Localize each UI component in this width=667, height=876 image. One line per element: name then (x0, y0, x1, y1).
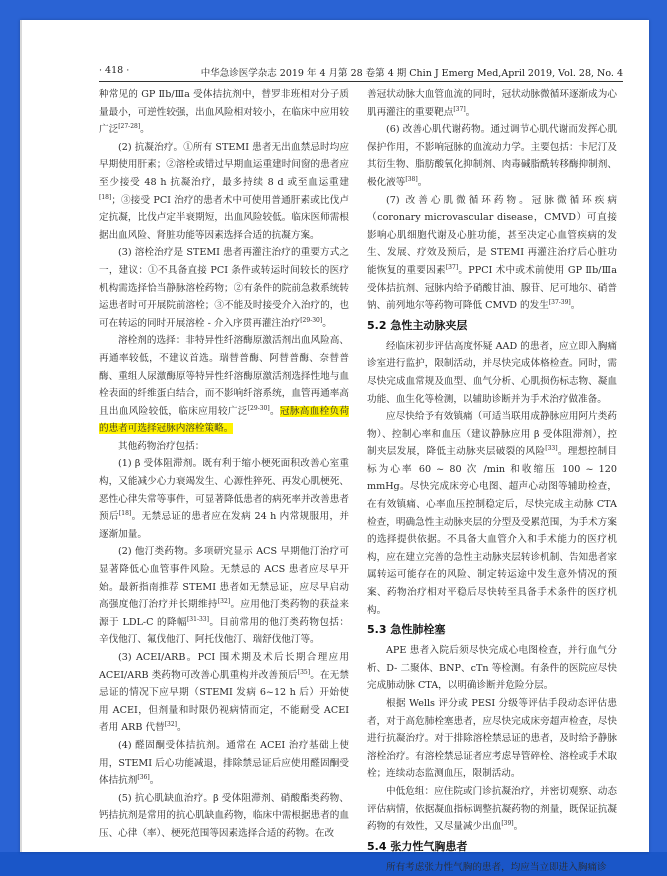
citation-ref: [37] (445, 263, 459, 271)
paragraph-text: 经临床初步评估高度怀疑 AAD 的患者，应立即入胸痛诊室进行监护，限制活动，并尽快完成体格检查。同时，需尽快完成血常规及血型、血气分析、心肌损伤标志物、凝血功能、血生化等检测，以辅助诊断并为手术治疗做准备。 (367, 340, 617, 405)
paragraph-text: (2) 抗凝治疗。①所有 STEMI 患者无出血禁忌时均应早期使用肝素；②溶栓或错过早期血运重建时间窗的患者应至少接受 48 h 抗凝治疗，最多持续 8 d 或至血运重建 (99, 141, 349, 188)
right-paragraph (367, 338, 617, 408)
paragraph-text: 溶栓剂的选择：非特异性纤溶酶原激活剂出血风险高、再通率较低，不建议首选。瑞替普酶、阿替普酶、奈替普酶、重组人尿激酶原等特异性纤溶酶原激活剂选择性地与血栓表面的纤维蛋白结合，而不影响纤溶系统，血管再通率高且出血风险较低，临床应用较广泛 (99, 335, 349, 417)
citation-ref: [37-39] (548, 298, 571, 306)
citation-ref: [18] (99, 193, 112, 201)
paragraph-text: (7) 改善心肌微循环药物。冠脉微循环疾病（coronary microvascular disease，CMVD）可直接影响心肌细胞代谢及心脏功能，甚至决定心血管疾病的发生、发展、疗效及预后，是 STEMI 再灌注治疗后心脏功能恢复的重要因素 (367, 194, 617, 276)
paragraph-text: 。 (140, 124, 150, 136)
paragraph-text: 。 (570, 300, 581, 312)
paragraph-text: 善冠状动脉大血管血流的同时，冠状动脉微循环逐渐成为心肌再灌注的重要靶点 (367, 89, 617, 118)
journal-citation: 中华急诊医学杂志 2019 年 4 月第 28 卷第 4 期 Chin J Emerg Med,April 2019, Vol. 28, No. 4 (200, 68, 623, 79)
paragraph-text: 。 (177, 722, 187, 734)
paragraph-text: 。PPCI 术中或术前使用 GP Ⅱb/Ⅲa 受体拮抗剂、冠脉内给予硝酸甘油、腺苷、尼可地尔、硝普钠、前列地尔等药物可降低 CMVD 的发生 (367, 264, 617, 312)
left-paragraph (99, 332, 349, 438)
paragraph-text: (2) 他汀类药物。多项研究显示 ACS 早期他汀治疗可显著降低心血管事件风险。无禁忌的 ACS 患者应尽早开始。最新指南推荐 STEMI 患者如无禁忌证，应尽早启动高强度他汀治疗并长期维持 (99, 546, 349, 611)
page-number: · 418 · (99, 65, 130, 76)
paragraph-text: 种常见的 GP Ⅱb/Ⅲa 受体拮抗剂中，替罗非班相对分子质量最小，可逆性较强，出血风险相对较小，在临床中应用较广泛 (99, 89, 349, 136)
citation-ref: [32] (217, 598, 231, 606)
right-paragraph (367, 121, 617, 191)
right-paragraph (367, 642, 617, 695)
document-page (20, 20, 649, 873)
section-heading: 5.4 张力性气胸患者 (367, 839, 468, 853)
paragraph-text: (3) 溶栓治疗是 STEMI 患者再灌注治疗的重要方式之一，建议：①不具备直接 PCI 条件或转运时间较长的医疗机构需选择恰当静脉溶栓药物；②有条件的院前急救系统转运患者时可开展院前溶栓；③不能及时接受介入治疗的，也可在转运的同时开展溶栓 - 介入序贯再灌注治疗 (99, 247, 349, 329)
citation-ref: [27-28] (118, 123, 141, 130)
paragraph-text: 。 (465, 106, 476, 118)
left-column (99, 86, 349, 843)
paragraph-text: ；③接受 PCI 治疗的患者术中可使用普通肝素或比伐卢定抗凝，比伐卢定半衰期短，出血风险较低。临床医师需根据出血风险、肾脏功能等因素选择合适的抗凝方案。 (99, 194, 349, 241)
paragraph-text: (1) β 受体阻滞剂。既有利于缩小梗死面积改善心室重构，又能减少心力衰竭发生、心源性猝死、再发心肌梗死、恶性心律失常等事件，可显著降低患者的病死率并改善患者预后 (99, 458, 349, 523)
citation-ref: [38] (405, 175, 418, 183)
citation-ref: [29-30] (247, 404, 270, 412)
left-paragraph (99, 139, 349, 245)
highlighted-text: 冠脉高血栓负荷的患者可选择冠脉内溶栓策略。 (99, 405, 350, 435)
paragraph-text: 中低危组：应住院或门诊抗凝治疗，并密切观察、动态评估病情，依据凝血指标调整抗凝药物的剂量，既保证抗凝药物的有效性，又尽量减少出血 (367, 785, 617, 833)
left-paragraph (99, 438, 349, 456)
paragraph-text: 。 (513, 821, 524, 833)
left-paragraph (99, 543, 349, 649)
section-heading: 5.3 急性肺栓塞 (367, 623, 446, 637)
paragraph-text: 。 (149, 775, 160, 787)
right-paragraph (367, 86, 617, 121)
left-paragraph (99, 244, 349, 332)
citation-ref: [37] (453, 105, 466, 113)
paragraph-text: 。 (417, 176, 428, 188)
left-paragraph (99, 86, 349, 139)
section-heading: 5.2 急性主动脉夹层 (367, 318, 468, 332)
left-paragraph (99, 790, 349, 843)
paragraph-text: 应尽快给予有效镇痛（可适当联用成静脉应用阿片类药物）、控制心率和血压（建议静脉应用 β 受体阻滞剂），控制夹层发展，降低主动脉夹层破裂的风险 (367, 411, 617, 458)
citation-ref: [32] (164, 721, 178, 729)
left-paragraph (99, 649, 349, 737)
citation-ref: [29-30] (300, 316, 323, 324)
citation-ref: [33] (545, 445, 558, 453)
citation-ref: [31-33] (186, 615, 209, 623)
paragraph-text: 。无禁忌证的患者应在发病 24 h 内常规服用，并逐渐加量。 (99, 511, 350, 540)
right-column (367, 86, 617, 876)
left-paragraph (99, 455, 349, 543)
citation-ref: [36] (137, 773, 150, 781)
right-paragraph (367, 695, 617, 783)
paragraph-text: 。 (269, 405, 280, 417)
paragraph-text: 所有考虑张力性气胸的患者，均应当立即进入胸痛诊 (386, 861, 607, 873)
paragraph-text: (6) 改善心肌代谢药物。通过调节心肌代谢而发挥心肌保护作用，不影响冠脉的血流动力学。主要包括：卡尼汀及其衍生物、脂肪酸氧化抑制剂、肉毒碱脂酰转移酶抑制剂、极化液等 (367, 124, 617, 188)
paragraph-text: 。理想控制目标为心率 60 ~ 80 次 /min 和收缩压 100 ~ 120 mmHg。尽快完成床旁心电图、超声心动图等辅助检查，在有效镇痛、心率血压控制稳定后，尽快完成主动脉 CTA 检查，明确急性主动脉夹层的分型及受累范围，为手术方案的选择提供依据。不具备大血管介入和手术能力的医疗机构，应在建立完善的急性主动脉夹层转诊机制、告知患者家属转运可能存在的风险、制定转运途中发生意外情况的预案、药物治疗相对平稳后尽快转至具备手术条件的医疗机构。 (367, 446, 618, 616)
paragraph-text: 。应用他汀类药物的获益来源于 LDL-C 的降幅 (99, 599, 350, 628)
right-paragraph (367, 859, 617, 876)
paragraph-text: 根据 Wells 评分或 PESI 分级等评估手段动态评估患者，对于高危肺栓塞患者，应尽快完成床旁超声检查，尽快进行抗凝治疗。对于排除溶栓禁忌证的患者，及时给予静脉溶栓治疗。有溶栓禁忌证者应考虑导管碎栓、溶栓或手术取栓；连续动态监测血压，限制活动。 (367, 698, 617, 780)
paragraph-text: 。目前常用的他汀类药物包括：辛伐他汀、氟伐他汀、阿托伐他汀、瑞舒伐他汀等。 (99, 616, 350, 646)
left-paragraph (99, 737, 349, 790)
paragraph-text: 其他药物治疗包括： (118, 440, 205, 452)
right-paragraph (367, 408, 617, 619)
running-header (99, 65, 623, 82)
paragraph-text: (5) 抗心肌缺血治疗。β 受体阻滞剂、硝酸酯类药物、钙拮抗剂是常用的抗心肌缺血药物，临床中需根据患者的血压、心律（率）、梗死范围等因素选择合适的药物。在改 (99, 792, 349, 839)
citation-ref: [18] (118, 510, 132, 518)
paragraph-text: APE 患者入院后须尽快完成心电图检查，并行血气分析、D- 二聚体、BNP、cTn 等检测。有条件的医院应尽快完成肺动脉 CTA，以明确诊断并危险分层。 (367, 645, 617, 692)
right-paragraph (367, 192, 617, 315)
paragraph-text: 。 (322, 317, 332, 329)
paragraph-text: 。在无禁忌证的情况下应早期（STEMI 发病 6~12 h 后）开始使用 ACEI，但剂量和时限仍视病情而定，不能耐受 ACEI 者用 ARB 代替 (99, 669, 350, 734)
citation-ref: [39] (501, 819, 514, 827)
paragraph-text: (4) 醛固酮受体拮抗剂。通常在 ACEI 治疗基础上使用，STEMI 后心功能减退，排除禁忌证后应使用醛固酮受体拮抗剂 (99, 739, 349, 787)
right-paragraph (367, 783, 617, 836)
citation-ref: [35] (297, 668, 311, 676)
paragraph-text: (3) ACEI/ARB。PCI 围术期及术后长期合理应用 ACEI/ARB 类药物可改善心肌重构并改善预后 (99, 652, 349, 681)
